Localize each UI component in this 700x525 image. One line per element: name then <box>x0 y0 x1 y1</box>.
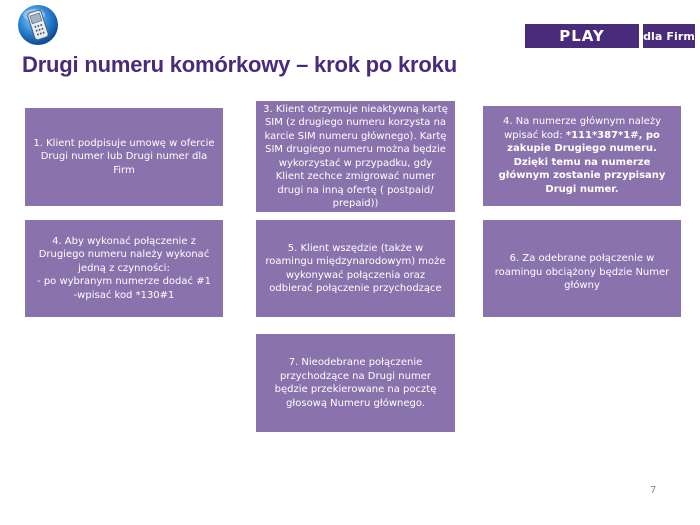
step-box-5: 5. Klient wszędzie (także w roamingu międzynarodowym) może wykonywać połączenia oraz odbierać połączenie przychodzące <box>256 220 455 317</box>
step-box-4-text-part1: 4. Na numerze głównym należy wpisać kod: <box>503 116 661 141</box>
page-number: 7 <box>650 485 657 496</box>
brand-logo <box>525 24 695 48</box>
play-logo-wordmark <box>547 28 617 44</box>
step-box-6: 6. Za odebrane połączenie w roamingu obciążony będzie Numer główny <box>483 220 681 317</box>
step-box-3: 3. Klient otrzymuje nieaktywną kartę SIM (z drugiego numeru korzysta na karcie SIM numeru głównego). Kartę SIM drugiego numeru można będzie wykorzystać w przypadku, gdy Klient zechce zmigrować numer drugi na inną ofertę ( postpaid/ prepaid)) <box>256 101 455 212</box>
step-box-4-call: 4. Aby wykonać połączenie z Drugiego numeru należy wykonać jedną z czynności: - po wybranym numerze dodać #1 -wpisać kod *130#1 <box>25 220 223 317</box>
step-box-7: 7. Nieodebrane połączenie przychodzące na Drugi numer będzie przekierowane na pocztę głosową Numeru głównego. <box>256 334 455 432</box>
play-logo <box>525 24 639 48</box>
logo-suffix: dla Firm <box>643 24 695 48</box>
svg-text:PLAY: PLAY <box>559 28 605 44</box>
step-box-1: 1. Klient podpisuje umowę w ofercie Drugi numer lub Drugi numer dla Firm <box>25 108 223 206</box>
mobile-phone-icon <box>16 3 60 47</box>
step-box-4-text-part2: *111*387*1#, po zakupie Drugiego numeru. Dzięki temu na numerze głównym zostanie przypisany Drugi numer. <box>498 129 666 195</box>
page-title: Drugi numeru komórkowy – krok po kroku <box>22 52 457 77</box>
step-box-4 <box>483 106 681 206</box>
step-box-4-text <box>490 115 674 196</box>
